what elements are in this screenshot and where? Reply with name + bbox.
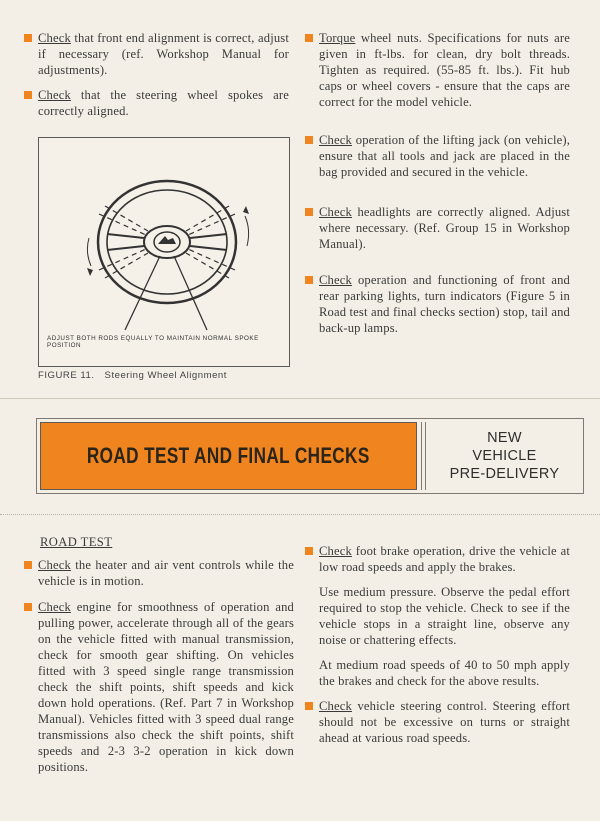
bullet-icon bbox=[305, 136, 313, 144]
bullet-icon bbox=[305, 34, 313, 42]
figure-title: Steering Wheel Alignment bbox=[104, 370, 227, 381]
bullet-icon bbox=[24, 91, 32, 99]
list-item bbox=[305, 543, 570, 575]
steering-wheel-figure bbox=[38, 137, 290, 367]
bullet-icon bbox=[305, 547, 313, 555]
keyword: Check bbox=[319, 544, 352, 558]
item-text: engine for smoothness of operation and pulling power, accelerate through all of the gears on the vehicle fitted with manual transmission, check for smooth gear shifting. On vehicles fitted with 3 speed single range transmission check the shift points, shift speeds and kick down hold operations. (Ref. Part 7 in Workshop Manual). Vehicles fitted with 3 speed dual range transmissions also check the shift points, shift speeds and 2-3 3-2 operation in kick down positions. bbox=[38, 600, 294, 774]
bullet-icon bbox=[305, 208, 313, 216]
item-text: operation of the lifting jack (on vehicle), ensure that all tools and jack are placed in the bag provided and secured in the vehicle. bbox=[319, 133, 570, 179]
keyword: Check bbox=[38, 88, 71, 102]
figure-number: FIGURE 11. bbox=[38, 370, 95, 381]
banner-separator bbox=[425, 422, 426, 490]
item-text: that front end alignment is correct, adjust if necessary (ref. Workshop Manual for adjustments). bbox=[38, 31, 289, 77]
item-text: that the steering wheel spokes are correctly aligned. bbox=[38, 88, 289, 118]
list-item bbox=[24, 557, 294, 589]
road-test-right-column bbox=[305, 543, 570, 746]
banner-title: ROAD TEST AND FINAL CHECKS bbox=[87, 443, 370, 468]
item-text: the heater and air vent controls while the vehicle is in motion. bbox=[38, 558, 294, 588]
divider bbox=[0, 514, 600, 515]
banner-label-line: PRE-DELIVERY bbox=[449, 466, 560, 482]
road-test-left-column bbox=[24, 557, 294, 775]
item-text: wheel nuts. Specifications for nuts are given in ft-lbs. for clean, dry bolt threads. Tighten as required. (55-85 ft. lbs.). Fit hub caps or wheel covers - ensure that the caps are correct for the model vehicle. bbox=[319, 31, 570, 109]
bullet-icon bbox=[305, 276, 313, 284]
keyword: Check bbox=[319, 133, 352, 147]
bullet-icon bbox=[24, 34, 32, 42]
banner-title-box bbox=[40, 422, 417, 490]
bullet-icon bbox=[24, 603, 32, 611]
steering-wheel-diagram bbox=[39, 138, 289, 366]
list-item bbox=[305, 204, 570, 252]
keyword: Torque bbox=[319, 31, 356, 45]
keyword: Check bbox=[38, 558, 71, 572]
keyword: Check bbox=[38, 600, 71, 614]
list-item bbox=[24, 30, 289, 78]
item-text: vehicle steering control. Steering effort should not be excessive on turns or straight ahead at various road speeds. bbox=[319, 699, 570, 745]
keyword: Check bbox=[38, 31, 71, 45]
banner-label-line: NEW bbox=[487, 430, 522, 446]
keyword: Check bbox=[319, 205, 352, 219]
item-text: operation and functioning of front and rear parking lights, turn indicators (Figure 5 in Road test and final checks section) stop, tail and back-up lamps. bbox=[319, 273, 570, 335]
list-item bbox=[305, 698, 570, 746]
section-heading: ROAD TEST bbox=[40, 535, 113, 549]
top-right-column bbox=[305, 30, 570, 336]
figure-caption bbox=[38, 370, 227, 381]
paragraph: At medium road speeds of 40 to 50 mph apply the brakes and check for the above results. bbox=[319, 658, 570, 688]
banner-separator bbox=[421, 422, 422, 490]
keyword: Check bbox=[319, 699, 352, 713]
list-item bbox=[24, 599, 294, 775]
divider bbox=[0, 398, 600, 399]
item-text: foot brake operation, drive the vehicle at low road speeds and apply the brakes. bbox=[319, 544, 570, 574]
bullet-icon bbox=[305, 702, 313, 710]
list-item bbox=[305, 272, 570, 336]
paragraph: Use medium pressure. Observe the pedal effort required to stop the vehicle. Check to see if the vehicle stops in a straight line, observe any noise or chattering effects. bbox=[319, 585, 570, 647]
bullet-icon bbox=[24, 561, 32, 569]
figure-inner-caption: ADJUST BOTH RODS EQUALLY TO MAINTAIN NORMAL SPOKE POSITION bbox=[47, 335, 259, 349]
list-item bbox=[305, 30, 570, 110]
list-item bbox=[24, 87, 289, 119]
top-left-column bbox=[24, 30, 289, 119]
keyword: Check bbox=[319, 273, 352, 287]
banner-label-line: VEHICLE bbox=[472, 448, 537, 464]
banner-label bbox=[427, 422, 582, 490]
item-text: headlights are correctly aligned. Adjust where necessary. (Ref. Group 15 in Workshop Manual). bbox=[319, 205, 570, 251]
list-item bbox=[305, 132, 570, 180]
